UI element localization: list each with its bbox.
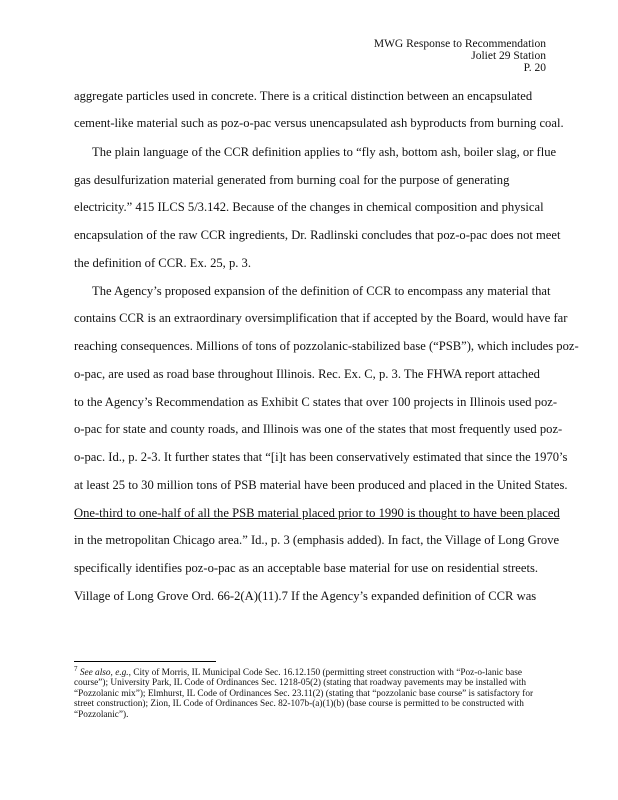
body-line: at least 25 to 30 million tons of PSB material have been produced and placed in the United States. [74,478,568,492]
body-line: to the Agency’s Recommendation as Exhibit C states that over 100 projects in Illinois used poz- [74,395,558,409]
body-line: contains CCR is an extraordinary oversimplification that if accepted by the Board, would have far [74,311,568,325]
header-title: MWG Response to Recommendation [373,38,546,50]
body-line: o-pac, are used as road base throughout Illinois. Rec. Ex. C, p. 3. The FHWA report attached [74,367,540,381]
footnote [74,664,550,720]
footnote-marker: 7 [74,664,78,673]
body-line: o-pac for state and county roads, and Illinois was one of the states that most frequently used poz- [74,422,563,436]
footnote-separator [74,661,216,662]
header-station: Joliet 29 Station [471,50,546,62]
body-line: specifically identifies poz-o-pac as an acceptable base material for use on residential streets. [74,561,539,575]
body-line: encapsulation of the raw CCR ingredients, Dr. Radlinski concludes that poz-o-pac does not meet [74,228,561,242]
body-line: the definition of CCR. Ex. 25, p. 3. [74,256,252,270]
body-line: in the metropolitan Chicago area.” Id., p. 3 (emphasis added). In fact, the Village of Long Grove [74,533,560,547]
footnote-see-also: See also, e.g. [79,668,129,678]
body-line: o-pac. Id., p. 2-3. It further states that “[i]t has been conservatively estimated that since the 1970’s [74,450,568,464]
footnote-text: , City of Morris, IL Municipal Code Sec. 16.12.150 (permitting street construction with “Poz-o-lanic base course”); University Park, IL Code of Ordinances Sec. 1218-05(2) (stating that roadway pavements may be installed with “Pozzolanic mix”); Elmhurst, IL Code of Ordinances Sec. 23.11(2) (stating that “pozzolanic base course” is satisfactory for street construction); Zion, IL Code of Ordinances Sec. 82-107b-(a)(1)(b) (base course is permitted to be constructed with “Pozzolanic”). [74,668,534,720]
page-header [374,38,546,74]
body-line: The plain language of the CCR definition applies to “fly ash, bottom ash, boiler slag, or flue [92,145,557,159]
body-line: gas desulfurization material generated from burning coal for the purpose of generating [74,173,510,187]
body-line: The Agency’s proposed expansion of the definition of CCR to encompass any material that [92,284,551,298]
body-line: Village of Long Grove Ord. 66-2(A)(11).7 If the Agency’s expanded definition of CCR was [74,589,537,603]
body-line-underlined: One-third to one-half of all the PSB material placed prior to 1990 is thought to have been placed [74,506,560,520]
body-line: reaching consequences. Millions of tons of pozzolanic-stabilized base (“PSB”), which includes poz- [74,339,579,353]
body-line: aggregate particles used in concrete. There is a critical distinction between an encapsulated [74,89,533,103]
body-line: electricity.” 415 ILCS 5/3.142. Because of the changes in chemical composition and physical [74,200,544,214]
body-line: cement-like material such as poz-o-pac versus unencapsulated ash byproducts from burning coal. [74,116,564,130]
header-page-number: P. 20 [523,62,546,74]
